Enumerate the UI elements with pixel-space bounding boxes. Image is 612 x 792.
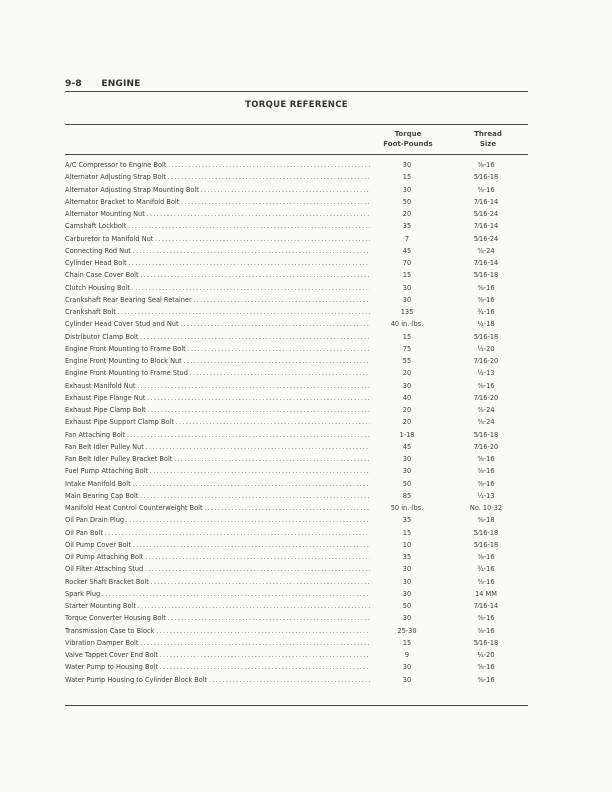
row-item: Crankshaft Rear Bearing Seal Retainer . . . xyxy=(65,294,370,306)
row-thread: 7⁄16-20 xyxy=(473,357,499,365)
row-torque: 55 xyxy=(402,357,412,365)
row-thread: ½-20 xyxy=(477,344,495,353)
table-row xyxy=(65,196,535,208)
table-row xyxy=(65,392,535,404)
row-item: Crankshaft Bolt . . . xyxy=(65,306,370,318)
table-row xyxy=(65,355,535,367)
row-thread: 7⁄16-14 xyxy=(473,602,499,610)
row-thread: ⅜-18 xyxy=(477,516,495,525)
row-item: Oil Pan Bolt . . . xyxy=(65,527,370,539)
row-thread: ¾-16 xyxy=(477,565,495,574)
row-item: Distributor Clamp Bolt . . . xyxy=(65,331,370,343)
row-thread: ⅜-24 xyxy=(477,406,495,414)
row-item: Alternator Bracket to Manifold Bolt . . . xyxy=(65,196,370,208)
row-item: Clutch Housing Bolt . . . xyxy=(65,282,370,294)
row-item: Engine Front Mounting to Frame Bolt . . . xyxy=(65,343,370,355)
row-item: Spark Plug . . . xyxy=(65,588,370,600)
row-torque: 40 xyxy=(402,393,412,402)
row-torque: 85 xyxy=(402,491,412,500)
table-row xyxy=(65,478,535,490)
row-thread: ¼-20 xyxy=(477,651,495,659)
table-row xyxy=(65,184,535,196)
table-row xyxy=(65,490,535,502)
row-item: Oil Pan Drain Plug . . . xyxy=(65,514,370,526)
row-item: Torque Converter Housing Bolt . . . xyxy=(65,612,370,624)
row-thread: ½-13 xyxy=(477,369,495,378)
row-item: Fuel Pump Attaching Bolt . . . xyxy=(65,465,370,477)
row-torque: 10 xyxy=(402,540,412,549)
row-thread: ⅜-16 xyxy=(477,614,495,623)
row-torque: 15 xyxy=(402,638,412,647)
column-header-divider xyxy=(65,154,528,155)
row-torque: 15 xyxy=(402,173,412,182)
row-item: Engine Front Mounting to Frame Stud . . . xyxy=(65,367,370,379)
table-row xyxy=(65,380,535,392)
row-torque: 30 xyxy=(402,663,412,672)
row-item: A/C Compressor to Engine Bolt . . . xyxy=(65,159,370,171)
title-divider xyxy=(65,124,528,125)
row-item: Fan Belt Idler Pulley Nut . . . xyxy=(65,441,370,453)
row-item: Fan Attaching Bolt . . . xyxy=(65,429,370,441)
row-thread: 5⁄16-18 xyxy=(473,332,499,341)
table-row xyxy=(65,588,535,600)
row-torque: 35 xyxy=(402,553,412,561)
row-torque: 35 xyxy=(402,516,412,525)
row-torque: 25-30 xyxy=(397,626,417,635)
row-torque: 30 xyxy=(402,467,412,476)
row-item: Starter Mounting Bolt . . . xyxy=(65,600,370,612)
table-bottom-divider xyxy=(65,705,528,706)
table-row xyxy=(65,612,535,624)
row-thread: 14 MM xyxy=(475,589,497,598)
table-row xyxy=(65,245,535,257)
row-item: Water Pump Housing to Cylinder Block Bolt . . . xyxy=(65,674,370,686)
table-row xyxy=(65,171,535,183)
row-item: Oil Pump Cover Bolt . . . xyxy=(65,539,370,551)
row-thread: 7⁄16-14 xyxy=(473,222,499,231)
row-item: Carburetor to Manifold Nut . . . xyxy=(65,233,370,245)
row-torque: 15 xyxy=(402,528,412,537)
row-thread: ¼-18 xyxy=(477,320,495,329)
row-item: Alternator Adjusting Strap Mounting Bolt . . . xyxy=(65,184,370,196)
table-row xyxy=(65,159,535,171)
row-thread: ⅜-16 xyxy=(477,467,495,476)
row-thread: ⅜-16 xyxy=(477,663,495,672)
table-row xyxy=(65,551,535,563)
row-torque: 70 xyxy=(402,259,412,267)
row-thread: ½-13 xyxy=(477,491,495,500)
row-torque: 15 xyxy=(402,332,412,341)
row-torque: 50 xyxy=(402,197,412,206)
row-item: Exhaust Pipe Clamp Bolt . . . xyxy=(65,404,370,416)
row-torque: 30 xyxy=(402,283,412,292)
row-thread: ⅜-24 xyxy=(477,418,495,427)
table-row xyxy=(65,674,535,686)
row-torque: 9 xyxy=(404,651,410,659)
row-torque: 30 xyxy=(402,565,412,574)
row-item: Vibration Damper Bolt . . . xyxy=(65,637,370,649)
table-row xyxy=(65,429,535,441)
row-item: Main Bearing Cap Bolt . . . xyxy=(65,490,370,502)
column-header-torque-line1: Torque xyxy=(394,130,422,138)
table-row xyxy=(65,527,535,539)
table-row xyxy=(65,649,535,661)
table-row xyxy=(65,233,535,245)
row-torque: 15 xyxy=(402,271,412,280)
row-torque: 30 xyxy=(402,675,412,684)
page-number: 9-8 xyxy=(65,79,82,89)
row-thread: 7⁄16-14 xyxy=(473,259,499,267)
table-row xyxy=(65,600,535,612)
row-item: Oil Pump Attaching Bolt . . . xyxy=(65,551,370,563)
row-item: Fan Belt Idler Pulley Bracket Bolt . . . xyxy=(65,453,370,465)
row-torque: 20 xyxy=(402,210,412,218)
section-title: ENGINE xyxy=(101,79,141,89)
row-thread: ⅜-16 xyxy=(477,553,495,561)
header-divider xyxy=(65,91,528,92)
row-thread: 7⁄16-20 xyxy=(473,442,499,451)
row-thread: ¾-16 xyxy=(477,308,495,316)
row-thread: 5⁄16-24 xyxy=(473,234,499,243)
row-item: Transmission Case to Block . . . xyxy=(65,625,370,637)
table-row xyxy=(65,282,535,294)
table-row xyxy=(65,576,535,588)
row-torque: 30 xyxy=(402,577,412,586)
row-torque: 40 in.-lbs. xyxy=(390,320,424,329)
torque-table xyxy=(65,159,535,686)
table-row xyxy=(65,208,535,220)
row-thread: 7⁄16-20 xyxy=(473,393,499,402)
row-thread: No. 10-32 xyxy=(469,504,503,512)
row-thread: ⅜-16 xyxy=(477,161,495,169)
row-torque: 75 xyxy=(402,344,412,353)
table-row xyxy=(65,294,535,306)
row-thread: ⅜-16 xyxy=(477,626,495,635)
table-row xyxy=(65,502,535,514)
row-torque: 35 xyxy=(402,222,412,231)
row-torque: 30 xyxy=(402,161,412,169)
table-row xyxy=(65,404,535,416)
column-header-thread-line1: Thread xyxy=(474,130,502,138)
table-row xyxy=(65,637,535,649)
table-row xyxy=(65,625,535,637)
row-thread: 5⁄16-18 xyxy=(473,271,499,280)
row-thread: ⅜-16 xyxy=(477,479,495,488)
table-row xyxy=(65,563,535,575)
table-row xyxy=(65,661,535,673)
row-thread: ⅜-16 xyxy=(477,675,495,684)
table-row xyxy=(65,220,535,232)
table-row xyxy=(65,453,535,465)
row-torque: 45 xyxy=(402,246,412,255)
row-torque: 30 xyxy=(402,455,412,463)
table-row xyxy=(65,269,535,281)
row-item: Cylinder Head Bolt . . . xyxy=(65,257,370,269)
row-thread: ⅜-16 xyxy=(477,577,495,586)
table-row xyxy=(65,318,535,330)
row-item: Oil Filter Attaching Stud . . . xyxy=(65,563,370,575)
row-item: Alternator Mounting Nut . . . xyxy=(65,208,370,220)
row-thread: ⅜-16 xyxy=(477,381,495,390)
row-torque: 20 xyxy=(402,418,412,427)
row-thread: ⅜-24 xyxy=(477,246,495,255)
row-torque: 30 xyxy=(402,589,412,598)
row-item: Connecting Rod Nut . . . xyxy=(65,245,370,257)
column-header-torque-line2: Foot-Pounds xyxy=(383,140,433,148)
row-thread: 7⁄16-14 xyxy=(473,197,499,206)
row-thread: 5⁄16-18 xyxy=(473,430,499,439)
table-row xyxy=(65,367,535,379)
row-thread: 5⁄16-18 xyxy=(473,540,499,549)
row-thread: 5⁄16-18 xyxy=(473,173,499,182)
row-item: Rocker Shaft Bracket Bolt . . . xyxy=(65,576,370,588)
row-torque: 30 xyxy=(402,185,412,194)
column-header-torque xyxy=(372,129,444,149)
table-row xyxy=(65,306,535,318)
page-title: TORQUE REFERENCE xyxy=(245,100,348,110)
table-row xyxy=(65,343,535,355)
row-item: Exhaust Pipe Support Clamp Bolt . . . xyxy=(65,416,370,428)
row-item: Valve Tappet Cover End Bolt . . . xyxy=(65,649,370,661)
row-torque: 45 xyxy=(402,442,412,451)
table-row xyxy=(65,416,535,428)
row-thread: ⅜-16 xyxy=(477,295,495,304)
column-header-thread xyxy=(460,129,516,149)
row-thread: 5⁄16-18 xyxy=(473,528,499,537)
row-torque: 30 xyxy=(402,295,412,304)
row-item: Alternator Adjusting Strap Bolt . . . xyxy=(65,171,370,183)
row-thread: 5⁄16-18 xyxy=(473,638,499,647)
row-item: Chain Case Cover Bolt . . . xyxy=(65,269,370,281)
row-torque: 20 xyxy=(402,406,412,414)
row-torque: 1-18 xyxy=(399,430,415,439)
row-torque: 135 xyxy=(400,308,414,316)
table-row xyxy=(65,514,535,526)
table-row xyxy=(65,441,535,453)
row-item: Camshaft Lockbolt . . . xyxy=(65,220,370,232)
table-row xyxy=(65,539,535,551)
row-item: Cylinder Head Cover Stud and Nut . . . xyxy=(65,318,370,330)
table-row xyxy=(65,465,535,477)
row-torque: 50 xyxy=(402,602,412,610)
table-row xyxy=(65,257,535,269)
page-header xyxy=(65,79,141,89)
row-item: Manifold Heat Control Counterweight Bolt . . . xyxy=(65,502,370,514)
row-thread: 5⁄16-24 xyxy=(473,210,499,218)
row-torque: 30 xyxy=(402,614,412,623)
row-thread: ⅜-16 xyxy=(477,283,495,292)
row-thread: ⅜-16 xyxy=(477,185,495,194)
row-item: Exhaust Manifold Nut . . . xyxy=(65,380,370,392)
row-item: Exhaust Pipe Flange Nut . . . xyxy=(65,392,370,404)
row-item: Intake Manifold Bolt . . . xyxy=(65,478,370,490)
row-item: Water Pump to Housing Bolt . . . xyxy=(65,661,370,673)
row-item: Engine Front Mounting to Block Nut . . . xyxy=(65,355,370,367)
column-header-thread-line2: Size xyxy=(479,140,497,148)
row-torque: 20 xyxy=(402,369,412,378)
row-torque: 50 in.-lbs. xyxy=(390,504,424,512)
table-row xyxy=(65,331,535,343)
row-thread: ⅜-16 xyxy=(477,455,495,463)
row-torque: 30 xyxy=(402,381,412,390)
row-torque: 7 xyxy=(404,234,410,243)
row-torque: 50 xyxy=(402,479,412,488)
